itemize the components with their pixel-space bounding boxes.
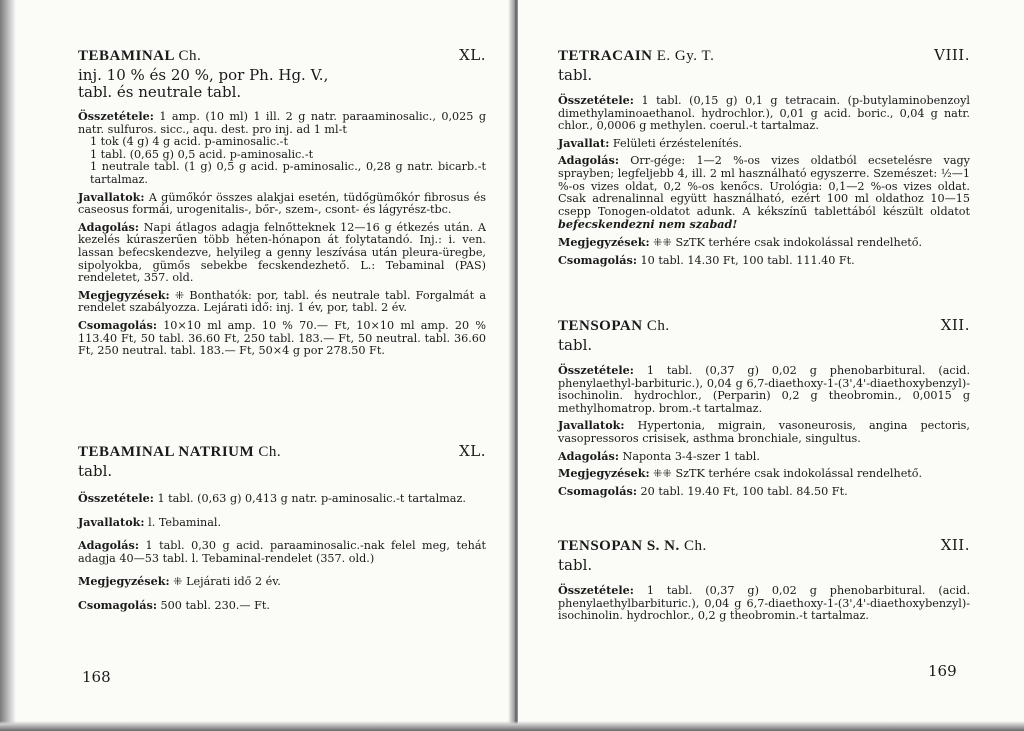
- page-bottom-shadow: [0, 721, 1024, 731]
- field-composition: Összetétele: 1 tabl. (0,37 g) 0,02 g phenobarbitural. (acid. phenylaethyl-barbituric.), 0,04 g 6,7-diaethoxy-1-(3',4'-diaethoxybenzyl)-isochinolin. hydrochlor., (Perparin) 0,2 g theobromin., 0,0015 g methylhomatrop. brom.-t tartalmaz.: [558, 363, 970, 415]
- entry-header: [78, 46, 486, 65]
- dosage-forms: tabl.: [558, 336, 593, 354]
- field-composition: Összetétele: 1 tabl. (0,37 g) 0,02 g phenobarbitural. (acid. phenylaethylbarbituric.), 0,04 g 6,7-diaethoxy-1-(3',4'-diaethoxybenzyl)-isochinolin. hydrochlor., 0,2 g theobromin.-t tartalmaz.: [558, 583, 970, 623]
- field-notes: Megjegyzések: ⁜⁜ SzTK terhére csak indokolással rendelhető.: [558, 466, 923, 481]
- field-indications: Javallatok: A gümőkór összes alakjai esetén, tüdőgümőkór fibrosus és caseosus formái, urogenitalis-, bőr-, szem-, csont- és lágyrész-tbc.: [78, 189, 486, 217]
- entry-tetracain: [558, 46, 970, 267]
- field-packaging: Csomagolás: 10 tabl. 14.30 Ft, 100 tabl. 111.40 Ft.: [558, 252, 855, 267]
- page-number: 169: [928, 662, 957, 680]
- page-number: 168: [82, 668, 111, 686]
- field-composition: Összetétele: 1 amp. (10 ml) 1 ill. 2 g natr. paraaminosalic., 0,025 g natr. sulfuros. sicc., aqu. dest. pro inj. ad 1 ml-t 1 tok (4 g) 4 g acid. p-aminosalic.-t 1 tabl. (0,65 g) 0,5 acid. p-aminosalic.-t 1 neutrale tabl. (1 g) 0,5 g acid. p-aminosalic., 0,28 g natr. bicarb.-t tartalmaz.: [78, 109, 487, 186]
- drug-name: TEBAMINAL Ch.: [78, 48, 202, 64]
- dosage-forms: tabl.: [558, 66, 593, 84]
- field-packaging: Csomagolás: 10×10 ml amp. 10 % 70.— Ft, 10×10 ml amp. 20 % 113.40 Ft, 50 tabl. 36.60 Ft, 250 tabl. 183.— Ft, 50 neutral. tabl. 36.60 Ft, 250 neutral. tabl. 183.— Ft, 50×4 g por 278.50 Ft.: [78, 317, 487, 358]
- dosage-forms: inj. 10 % és 20 %, por Ph. Hg. V., tabl. és neutrale tabl.: [78, 66, 329, 101]
- warning-text: befecskendezni nem szabad!: [558, 217, 738, 232]
- field-notes: Megjegyzések: ⁜ Bonthatók: por, tabl. és neutrale tabl. Forgalmát a rendelet szabályozza. Lejárati idő: inj. 1 év, por, tabl. 2 év.: [78, 287, 486, 315]
- field-dosage: Adagolás: 1 tabl. 0,30 g acid. paraaminosalic.-nak felel meg, tehát adagja 40—53 tabl. l. Tebaminal-rendelet (357. old.): [78, 538, 486, 565]
- field-indications: Javallat: Felületi érzéstelenítés.: [558, 135, 743, 150]
- field-packaging: Csomagolás: 500 tabl. 230.— Ft.: [78, 597, 270, 612]
- entry-header: [78, 442, 486, 461]
- field-packaging: Csomagolás: 20 tabl. 19.40 Ft, 100 tabl. 84.50 Ft.: [558, 483, 848, 498]
- entry-header: [558, 316, 970, 335]
- field-indications: Javallatok: Hypertonia, migrain, vasoneurosis, angina pectoris, vasopressoros crisisek, asthma bronchiale, singultus.: [558, 418, 970, 445]
- entry-header: [558, 46, 970, 65]
- drug-name: TENSOPAN S. N. Ch.: [558, 538, 707, 554]
- field-dosage: Adagolás: Orr-gége: 1—2 %-os vizes oldatból ecsetelésre vagy sprayben; legfeljebb 4, ill. 2 ml használható egyszerre. Szemészet: ½—1 %-os vizes oldat, 0,2 %-os kenőcs. Urológia: 0,1—2 %-os vizes oldat. Csak adrenalinnal együtt használható, ezért 100 ml oldathoz 10—15 csepp Tonogen-oldatot adunk. A kékszínű tablettából készült oldatot befecskendezni nem szabad!: [558, 153, 970, 232]
- page-edge-shadow: [0, 0, 16, 731]
- category-code: VIII.: [934, 46, 970, 64]
- entry-tensopan-sn: [558, 536, 970, 623]
- dosage-forms: tabl.: [558, 556, 593, 574]
- field-composition: Összetétele: 1 tabl. (0,63 g) 0,413 g natr. p-aminosalic.-t tartalmaz.: [78, 491, 466, 505]
- drug-name: TETRACAIN E. Gy. T.: [558, 48, 715, 64]
- drug-name: TENSOPAN Ch.: [558, 318, 670, 334]
- field-dosage: Adagolás: Naponta 3-4-szer 1 tabl.: [558, 448, 760, 463]
- entry-header: [558, 536, 970, 555]
- field-composition: Összetétele: 1 tabl. (0,15 g) 0,1 g tetracain. (p-butylaminobenzoyl dimethylaminoaethanol. hydrochlor.), 0,01 g acid. boric., 0,04 g natr. chlor., 0,0006 g methylen. coerul.-t tartalmaz.: [558, 93, 970, 133]
- entry-tensopan: [558, 316, 970, 498]
- entry-tebaminal-natrium: [78, 442, 486, 613]
- category-code: XL.: [459, 46, 486, 64]
- field-indications: Javallatok: l. Tebaminal.: [78, 514, 222, 529]
- entry-tebaminal: [78, 46, 486, 358]
- category-code: XII.: [940, 536, 970, 554]
- field-dosage: Adagolás: Napi átlagos adagja felnőtteknek 12—16 g étkezés után. A kezelés kúraszerűen több héten-hónapon át folytatandó. Inj.: i. ven. lassan befecskendezve, helyileg a genny leszívása után pleura-üregbe, sipolyokba, gümős sebekbe fecskendezhető. L.: Tebaminal (PAS) rendeletet, 357. old.: [78, 219, 486, 285]
- category-code: XII.: [940, 316, 970, 334]
- category-code: XL.: [459, 442, 486, 460]
- field-notes: Megjegyzések: ⁜ Lejárati idő 2 év.: [78, 574, 281, 589]
- right-page: [518, 0, 1024, 731]
- drug-name: TEBAMINAL NATRIUM Ch.: [78, 444, 282, 460]
- dosage-forms: tabl.: [78, 462, 113, 480]
- field-notes: Megjegyzések: ⁜⁜ SzTK terhére csak indokolással rendelhető.: [558, 234, 923, 249]
